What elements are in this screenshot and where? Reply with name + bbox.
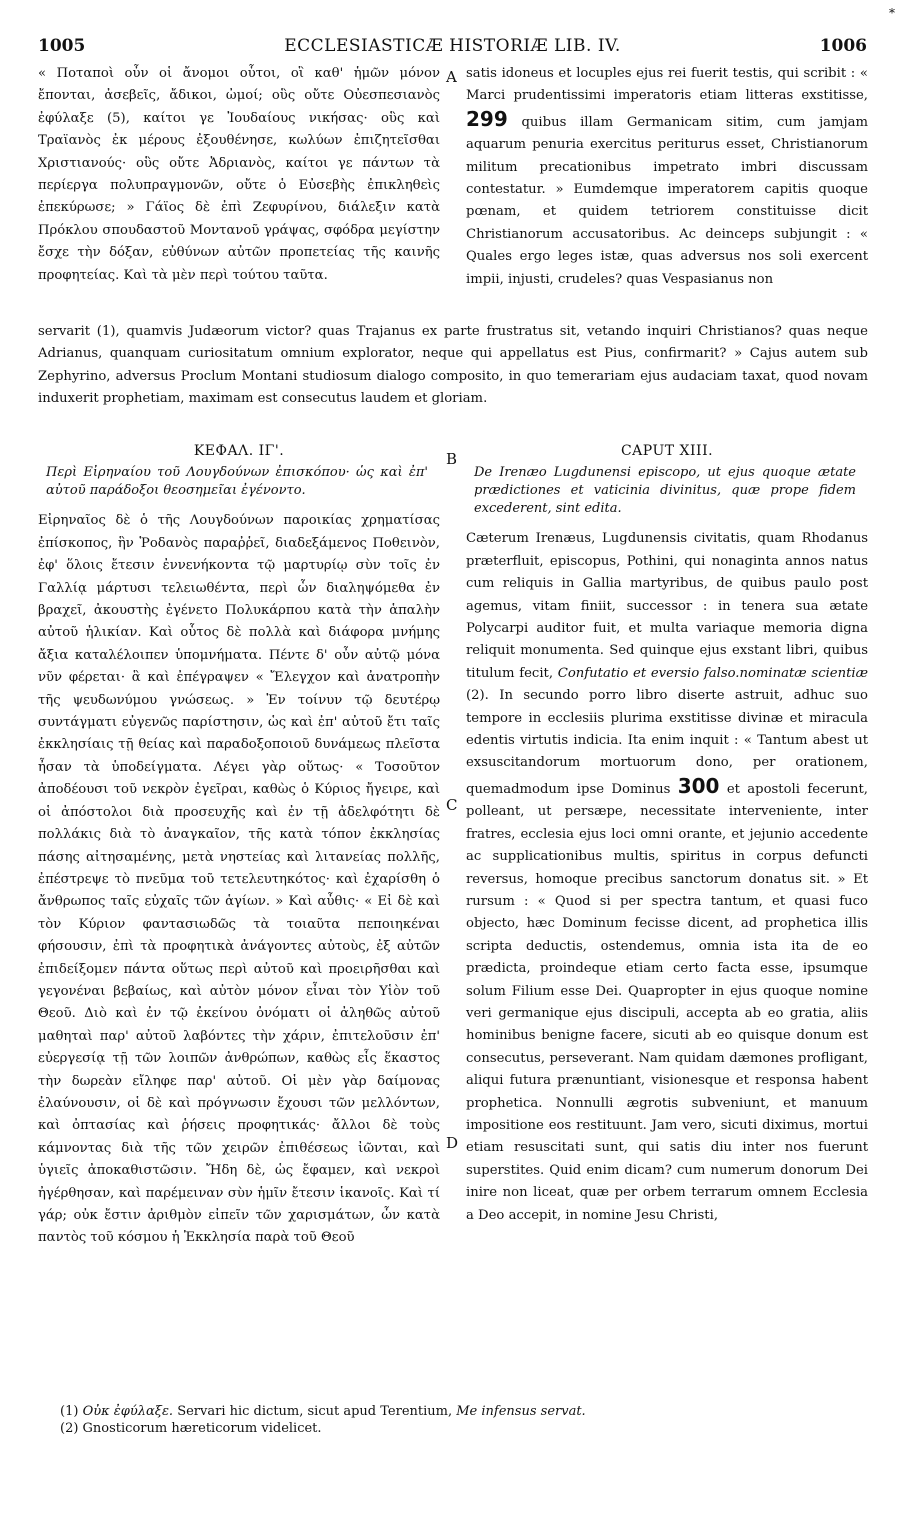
latin-text-top-b: quibus illam Germanicam sitim, cum jamjam aquarum penuria exercitus periturus esset, Christianorum militum precationibus impetrato imbri discussam contestatur. » Eumdemque imperatorem capitis quoque pœnam, et quidem tetriorem constituisse dicit Christianorum accusatoribus. Ac deinceps subjungit : « Quales ergo leges istæ, quas adversus nos soli exercent impii, injusti, crudeles? quas Vespasianus non xyxy=(466,114,868,287)
running-title: ECCLESIASTICÆ HISTORIÆ LIB. IV. xyxy=(284,36,621,56)
latin-chapter xyxy=(466,440,868,1227)
greek-chapter-subtitle: Περὶ Εἰρηναίου τοῦ Λουγδούνων ἐπισκόπου· ὡς καὶ ἐπ' αὐτοῦ παράδοξοι θεοσημεῖαι ἐγένοντο. xyxy=(46,465,428,499)
footnote-1 xyxy=(60,1403,860,1420)
greek-column-top xyxy=(38,63,440,287)
footnote-1-text: Servari hic dictum, sicut apud Terentium, xyxy=(177,1404,453,1419)
footnote-1-number: (1) xyxy=(60,1404,79,1419)
column-number-300: 300 xyxy=(677,773,720,798)
greek-chapter-heading: ΚΕΦΑΛ. ΙΓ'. xyxy=(193,443,285,459)
footnote-1-greek: Οὐκ ἐφύλαξε. xyxy=(82,1404,174,1419)
section-marker-a: A xyxy=(446,68,457,86)
footnote-2: (2) Gnosticorum hæreticorum videlicet. xyxy=(60,1421,322,1436)
greek-chapter xyxy=(38,440,440,1250)
latin-chapter-heading: CAPUT XIII. xyxy=(620,443,714,459)
latin-chapter-body-b: (2). In secundo porro libro diserte astruit, adhuc suo tempore in ecclesiis plurima exstitisse divinæ et miracula edentis virtutis indicia. Ita enim inquit : « Tantum abest ut exsuscitandorum mortuorum dono, per orationem, quemadmodum ipse Dominus xyxy=(466,688,868,797)
latin-text-top xyxy=(466,63,868,291)
section-marker-b: B xyxy=(446,450,458,468)
latin-column-top xyxy=(466,63,868,291)
section-marker-d: D xyxy=(446,1134,459,1152)
greek-chapter-body: Εἰρηναῖος δὲ ὁ τῆς Λουγδούνων παροικίας χρηματίσας ἐπίσκοπος, ἣν Ῥοδανὸς παραῤῥεῖ, διαδεξάμενος Ποθεινὸν, ἐφ' ὅλοις ἔτεσιν ἐννενήκοντα τῷ μαρτυρίῳ σὺν τοῖς ἐν Γαλλίᾳ μάρτυσι τελειωθέντα, περὶ ὧν διαληψόμεθα ἐν βραχεῖ, ἀκουστὴς ἐγένετο Πολυκάρπου κατὰ τὴν ἁπαλὴν αὐτοῦ ἡλικίαν. Καὶ οὗτος δὲ πολλὰ καὶ διάφορα μνήμης ἄξια καταλέλοιπεν ὑπομνήματα. Πέντε δ' οὖν αὐτῷ μόνα νῦν φέρεται· ἃ καὶ ἐπέγραψεν « Ἔλεγχον καὶ ἀνατροπὴν τῆς ψευδωνύμου γνώσεως. » Ἐν τοίνυν τῷ δευτέρῳ συντάγματι εὐγενῶς παρίστησιν, ὡς καὶ ἐπ' αὐτοῦ ἔτι ταῖς ἐκκλησίαις τῇ θείας καὶ παραδοξοποιοῦ δυνάμεως πλεῖστα ἦσαν τὰ ὑποδείγματα. Λέγει γὰρ οὕτως· « Τοσοῦτον ἀποδέουσι τοῦ νεκρὸν ἐγεῖραι, καθὼς ὁ Κύριος ἤγειρε, καὶ οἱ ἀπόστολοι διὰ προσευχῆς καὶ ἐν τῇ ἀδελφότητι δὲ πολλάκις διὰ τὸ ἀναγκαῖον, τῆς κατὰ τόπον ἐκκλησίας πάσης αἰτησαμένης, μετὰ νηστείας καὶ λιτανείας πολλῆς, ἐπέστρεψε τὸ πνεῦμα τοῦ τετελευτηκότος· καὶ ἐχαρίσθη ὁ ἄνθρωπος ταῖς εὐχαῖς τῶν ἁγίων. » Καὶ αὖθις· « Εἰ δὲ καὶ τὸν Κύριον φαντασιωδῶς τὰ τοιαῦτα πεποιηκέναι φήσουσιν, ἐπὶ τὰ προφητικὰ ἀνάγοντες αὐτοὺς, ἐξ αὐτῶν ἐπιδείξομεν πάντα οὕτως περὶ αὐτοῦ καὶ προειρῆσθαι καὶ γεγονέναι βεβαίως, καὶ αὐτὸν μόνον εἶναι τὸν Υἱὸν τοῦ Θεοῦ. Διὸ καὶ ἐν τῷ ἐκείνου ὀνόματι οἱ ἀληθῶς αὐτοῦ μαθηταὶ παρ' αὐτοῦ λαβόντες τὴν χάριν, ἐπιτελοῦσιν ἐπ' εὐεργεσίᾳ τῇ τῶν λοιπῶν ἀνθρώπων, καθὼς εἷς ἕκαστος τὴν δωρεὰν εἴληφε παρ' αὐτοῦ. Οἱ μὲν γὰρ δαίμονας ἐλαύνουσιν, οἱ δὲ καὶ πρόγνωσιν ἔχουσι τῶν μελλόντων, καὶ ὀπτασίας καὶ ῥήσεις προφητικάς· ἄλλοι δὲ τοὺς κάμνοντας διὰ τῆς τῶν χειρῶν ἐπιθέσεως ἰῶνται, καὶ ὑγιεῖς ἀποκαθιστῶσιν. Ἤδη δὲ, ὡς ἔφαμεν, καὶ νεκροὶ ἠγέρθησαν, καὶ παρέμειναν σὺν ἡμῖν ἔτεσιν ἱκανοῖς. Καὶ τί γάρ; οὐκ ἔστιν ἀριθμὸν εἰπεῖν τῶν χαρισμάτων, ὧν κατὰ παντὸς τοῦ κόσμου ἡ Ἐκκλησία παρὰ τοῦ Θεοῦ xyxy=(38,513,440,1246)
latin-text-top-a: satis idoneus et locuples ejus rei fuerit testis, qui scribit : « Marci prudentissimi imperatoris etiam litteras exstitisse, xyxy=(466,66,868,104)
latin-fullwidth-text xyxy=(38,321,868,411)
latin-chapter-body-a: Cæterum Irenæus, Lugdunensis civitatis, quam Rhodanus præterfluit, episcopus, Pothini, qui nonaginta annos natus cum reliquis in Gallia martyribus, de quibus paulo post agemus, vitam finiit, successor : in tenera sua ætate Polycarpi auditor fuit, et multa variaque memoria digna reliquit monumenta. Sed quinque ejus exstant libri, quibus titulum fecit, xyxy=(466,531,868,681)
latin-chapter-subtitle: De Irenæo Lugdunensi episcopo, ut ejus quoque ætate prædictiones et vaticinia divinitus, quæ prope fidem excederent, sint edita. xyxy=(474,465,856,517)
footnotes xyxy=(60,1403,860,1437)
page-number-left: 1005 xyxy=(38,36,86,56)
latin-chapter-body xyxy=(466,528,868,1227)
latin-fullwidth-paragraph: servarit (1), quamvis Judæorum victor? quas Trajanus ex parte frustratus sit, vetando inquiri Christianos? quas neque Adrianus, quanquam curiositatum omnium explorator, neque qui appellatus est Pius, confirmarit? » Cajus autem sub Zephyrino, adversus Proclum Montani studiosum dialogo composito, in quo temerariam ejus audaciam taxat, quod novam induxerit prophetiam, maximam est consecutus laudem et gloriam. xyxy=(38,324,868,407)
latin-chapter-body-c: et apostoli fecerunt, polleant, ut persæpe, necessitate interveniente, inter fratres, ecclesia ejus loci omni orante, et jejunio accedente ac supplicationibus multis, spiritus in corpus defuncti reversus, homoque precibus sanctorum donatus sit. » Et rursum : « Quod si per spectra tantum, et quasi fuco objecto, hæc Dominum fecisse dicent, ad prophetica illis scripta deductis, ostendemus, omnia ista ita de eo prædicta, proindeque etiam certo facta esse, ipsumque solum Filium esse Dei. Quapropter in ejus quoque nomine veri germanique ejus discipuli, accepta ab eo gratia, aliis hominibus benigne facere, sicuti ab eo quisque donum est consecutus, perseverant. Nam quidam dæmones profligant, aliqui futura prænuntiant, visionesque et responsa habent prophetica. Nonnulli ægrotis subveniunt, et manuum impositione eos restituunt. Jam vero, sicuti diximus, mortui etiam resuscitati sunt, qui satis diu inter nos fuerunt superstites. Quid enim dicam? cum numerum donorum Dei inire non liceat, quæ per orbem terrarum omnem Ecclesia a Deo accepit, in nomine Jesu Christi, xyxy=(466,781,868,1223)
running-header xyxy=(38,36,867,58)
greek-text-top: « Ποταποὶ οὖν οἱ ἄνομοι οὗτοι, οἳ καθ' ἡμῶν μόνον ἔπονται, ἀσεβεῖς, ἄδικοι, ὠμοί; οὓς οὔτε Οὐεσπεσιανὸς ἐφύλαξε (5), καίτοι γε Ἰουδαίους νικήσας· οὓς καὶ Τραϊανὸς ἐκ μέρους ἐξουθένησε, κωλύων ἐπιζητεῖσθαι Χριστιανούς· οὓς οὔτε Ἀδριανὸς, καίτοι γε πάντων τὰ περίεργα πολυπραγμονῶν, οὔτε ὁ Εὐσεβὴς ἐπικληθεὶς ἐπεκύρωσε; » Γάϊος δὲ ἐπὶ Ζεφυρίνου, διάλεξιν κατὰ Πρόκλου σπουδαστοῦ Μοντανοῦ γράψας, σφόδρα μεγίστην ἔσχε τὴν δόξαν, εὐθύνων αὐτῶν προπετείας τῆς καινῆς προφητείας. Καὶ τὰ μὲν περὶ τούτου ταῦτα. xyxy=(38,66,440,283)
page-number-right: 1006 xyxy=(819,36,867,56)
corner-mark: * xyxy=(889,6,895,20)
latin-book-title: Confutatio et eversio falso.nominatæ scientiæ xyxy=(557,665,869,681)
section-marker-c: C xyxy=(446,796,458,814)
footnote-1-quote: Me infensus servat. xyxy=(456,1404,586,1419)
column-number-299: 299 xyxy=(466,106,508,131)
